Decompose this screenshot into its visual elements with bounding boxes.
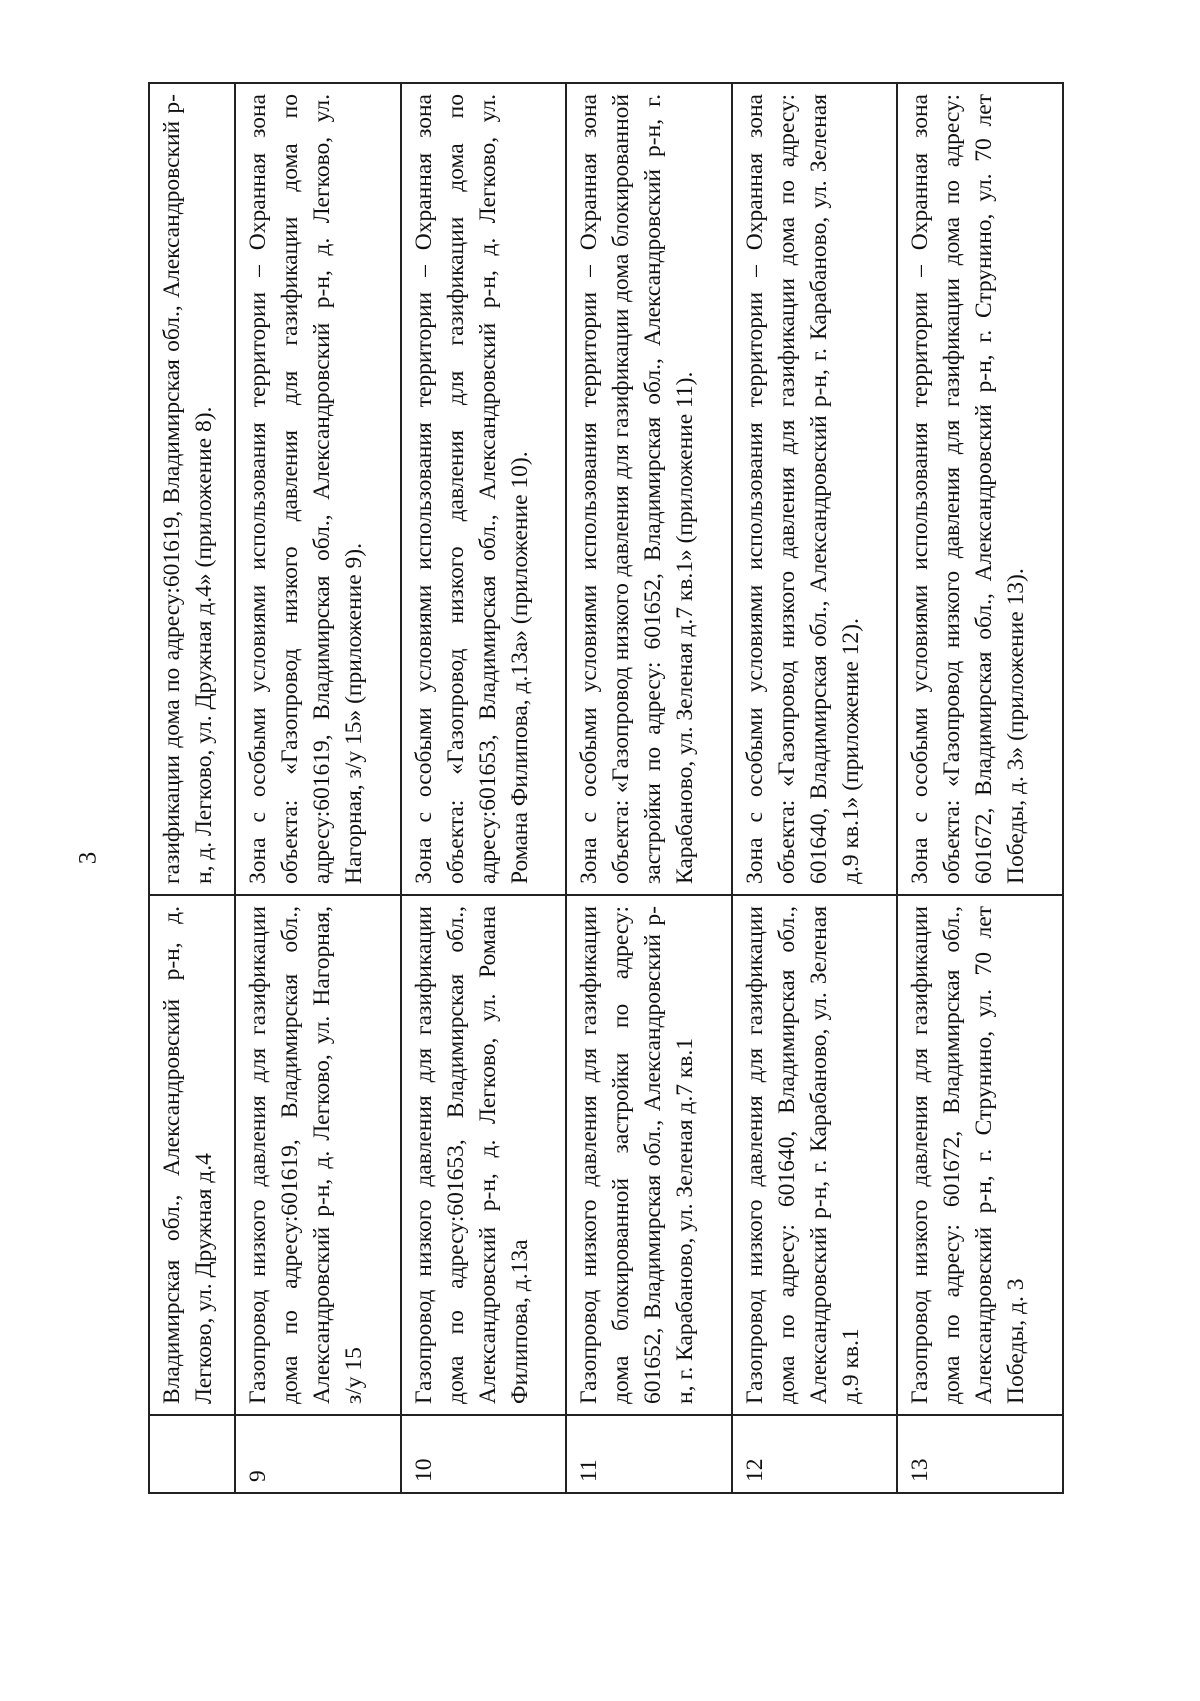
- object-cell: Газопровод низкого давления для газификации дома по адресу: 601640, Владимирская обл., Александровский р-н, г. Карабаново, ул. Зеленая д.9 кв.1: [732, 895, 898, 1415]
- table-row: [149, 83, 235, 1493]
- row-number-cell: 11: [566, 1415, 732, 1493]
- row-number-cell: 12: [732, 1415, 898, 1493]
- zone-cell: Зона с особыми условиями использования территории – Охранная зона объекта: «Газопровод низкого давления для газификации дома по адресу:601619, Владимирская обл., Александровский р-н, д. Легково, ул. Нагорная, з/у 15» (приложение 9).: [235, 83, 401, 895]
- row-number-cell: 13: [897, 1415, 1063, 1493]
- object-cell: Владимирская обл., Александровский р-н, д. Легково, ул. Дружная д.4: [149, 895, 235, 1415]
- zone-cell: Зона с особыми условиями использования территории – Охранная зона объекта: «Газопровод низкого давления для газификации дома по адресу: 601640, Владимирская обл., Александровский р-н, г. Карабаново, ул. Зеленая д.9 кв.1» (приложение 12).: [732, 83, 898, 895]
- table-row: [401, 83, 567, 1493]
- page-number: 3: [74, 851, 102, 865]
- zones-table: [148, 82, 1064, 1494]
- object-cell: Газопровод низкого давления для газификации дома блокированной застройки по адресу: 601652, Владимирская обл., Александровский р-н, г. Карабаново, ул. Зеленая д.7 кв.1: [566, 895, 732, 1415]
- zone-cell: газификации дома по адресу:601619, Владимирская обл., Александровский р-н, д. Легково, ул. Дружная д.4» (приложение 8).: [149, 83, 235, 895]
- zone-cell: Зона с особыми условиями использования территории – Охранная зона объекта: «Газопровод низкого давления для газификации дома по адресу: 601672, Владимирская обл., Александровский р-н, г. Струнино, ул. 70 лет Победы, д. 3» (приложение 13).: [897, 83, 1063, 895]
- object-cell: Газопровод низкого давления для газификации дома по адресу:601653, Владимирская обл., Александровский р-н, д. Легково, ул. Романа Филипова, д.13а: [401, 895, 567, 1415]
- zone-cell: Зона с особыми условиями использования территории – Охранная зона объекта: «Газопровод низкого давления для газификации дома блокированной застройки по адресу: 601652, Владимирская обл., Александровский р-н, г. Карабаново, ул. Зеленая д.7 кв.1» (приложение 11).: [566, 83, 732, 895]
- object-cell: Газопровод низкого давления для газификации дома по адресу:601619, Владимирская обл., Александровский р-н, д. Легково, ул. Нагорная, з/у 15: [235, 895, 401, 1415]
- rotated-table-container: [148, 84, 1064, 1494]
- row-number-cell: [149, 1415, 235, 1493]
- table-row: [566, 83, 732, 1493]
- zone-cell: Зона с особыми условиями использования территории – Охранная зона объекта: «Газопровод низкого давления для газификации дома по адресу:601653, Владимирская обл., Александровский р-н, д. Легково, ул. Романа Филипова, д.13а» (приложение 10).: [401, 83, 567, 895]
- object-cell: Газопровод низкого давления для газификации дома по адресу: 601672, Владимирская обл., Александровский р-н, г. Струнино, ул. 70 лет Победы, д. 3: [897, 895, 1063, 1415]
- table-row: [732, 83, 898, 1493]
- row-number-cell: 10: [401, 1415, 567, 1493]
- table-row: [235, 83, 401, 1493]
- table-row: [897, 83, 1063, 1493]
- row-number-cell: 9: [235, 1415, 401, 1493]
